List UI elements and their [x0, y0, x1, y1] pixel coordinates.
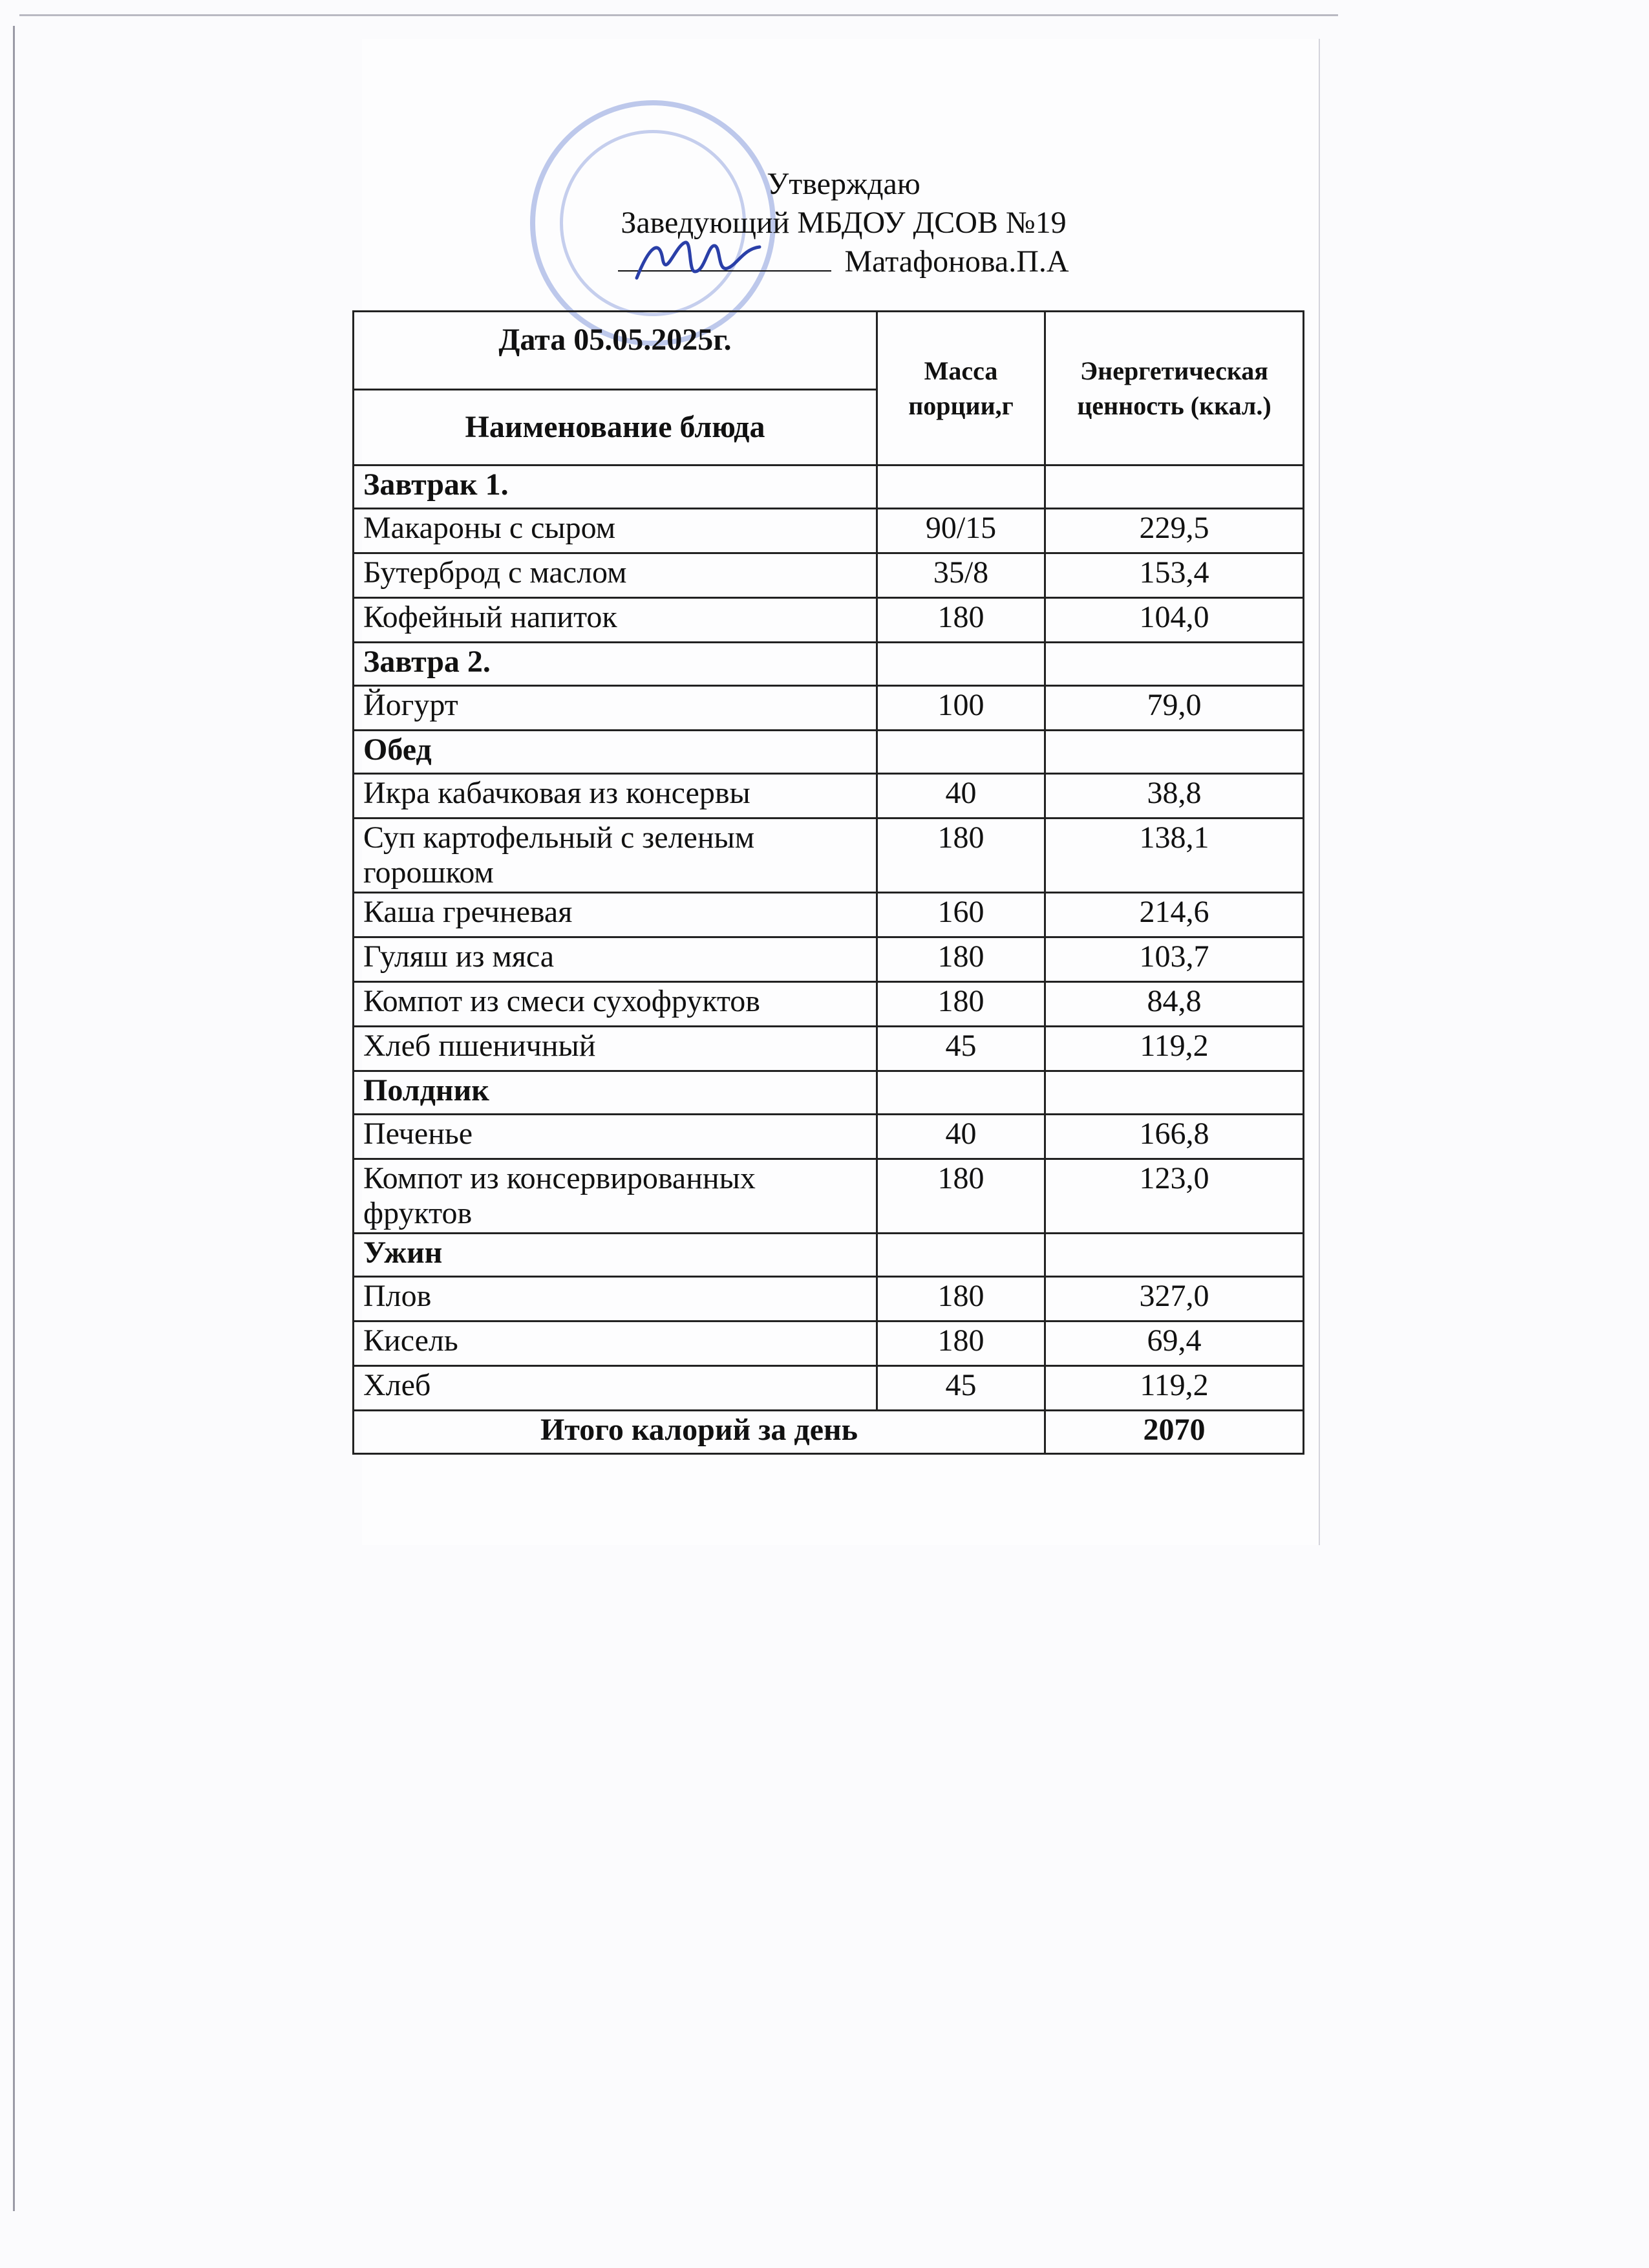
approval-position: Заведующий МБДОУ ДСОВ №19 — [621, 206, 1067, 240]
dish-mass: 180 — [877, 937, 1045, 982]
empty-cell — [1045, 643, 1304, 686]
dish-name: Икра кабачковая из консервы — [354, 774, 877, 818]
empty-cell — [877, 1234, 1045, 1277]
name-header: Наименование блюда — [354, 390, 877, 465]
dish-name: Макароны с сыром — [354, 509, 877, 553]
section-title: Полдник — [354, 1071, 877, 1115]
dish-mass: 160 — [877, 893, 1045, 937]
sheet-edge-top — [19, 14, 1338, 16]
dish-mass: 35/8 — [877, 553, 1045, 598]
dish-name: Кисель — [354, 1321, 877, 1366]
dish-mass: 40 — [877, 1115, 1045, 1159]
dish-mass: 100 — [877, 686, 1045, 731]
section-title: Обед — [354, 731, 877, 774]
dish-row — [354, 1277, 1304, 1321]
section-row — [354, 731, 1304, 774]
dish-energy: 38,8 — [1045, 774, 1304, 818]
mass-header: Масса порции,г — [877, 312, 1045, 465]
dish-name: Каша гречневая — [354, 893, 877, 937]
dish-energy: 79,0 — [1045, 686, 1304, 731]
dish-mass: 180 — [877, 598, 1045, 643]
section-row — [354, 1071, 1304, 1115]
dish-energy: 138,1 — [1045, 818, 1304, 893]
dish-energy: 84,8 — [1045, 982, 1304, 1027]
total-value: 2070 — [1045, 1411, 1304, 1454]
section-row — [354, 1234, 1304, 1277]
menu-body — [354, 465, 1304, 1411]
section-title: Ужин — [354, 1234, 877, 1277]
total-row — [354, 1411, 1304, 1454]
empty-cell — [877, 465, 1045, 509]
dish-name: Плов — [354, 1277, 877, 1321]
dish-mass: 90/15 — [877, 509, 1045, 553]
dish-energy: 214,6 — [1045, 893, 1304, 937]
dish-name: Йогурт — [354, 686, 877, 731]
dish-mass: 180 — [877, 1159, 1045, 1234]
dish-row — [354, 509, 1304, 553]
empty-cell — [1045, 731, 1304, 774]
approval-title: Утверждаю — [767, 167, 920, 201]
dish-mass: 180 — [877, 1277, 1045, 1321]
sheet-edge-left — [13, 26, 15, 2211]
dish-row — [354, 818, 1304, 893]
signature-row — [504, 242, 1183, 281]
dish-row — [354, 982, 1304, 1027]
dish-energy: 153,4 — [1045, 553, 1304, 598]
dish-row — [354, 937, 1304, 982]
dish-name: Гуляш из мяса — [354, 937, 877, 982]
dish-energy: 119,2 — [1045, 1366, 1304, 1411]
dish-name: Суп картофельный с зеленым горошком — [354, 818, 877, 893]
dish-row — [354, 1321, 1304, 1366]
dish-energy: 229,5 — [1045, 509, 1304, 553]
empty-cell — [877, 1071, 1045, 1115]
empty-cell — [1045, 1071, 1304, 1115]
dish-name: Компот из смеси сухофруктов — [354, 982, 877, 1027]
dish-name: Кофейный напиток — [354, 598, 877, 643]
dish-name: Бутерброд с маслом — [354, 553, 877, 598]
dish-name: Компот из консервированных фруктов — [354, 1159, 877, 1234]
dish-name: Хлеб — [354, 1366, 877, 1411]
signatory-name: Матафонова.П.А — [844, 244, 1069, 279]
dish-energy: 123,0 — [1045, 1159, 1304, 1234]
total-label: Итого калорий за день — [354, 1411, 1045, 1454]
dish-name: Хлеб пшеничный — [354, 1027, 877, 1071]
section-row — [354, 465, 1304, 509]
menu-table — [352, 310, 1304, 1455]
dish-mass: 45 — [877, 1366, 1045, 1411]
dish-energy: 69,4 — [1045, 1321, 1304, 1366]
section-title: Завтра 2. — [354, 643, 877, 686]
dish-row — [354, 686, 1304, 731]
dish-row — [354, 1115, 1304, 1159]
empty-cell — [877, 643, 1045, 686]
dish-mass: 180 — [877, 982, 1045, 1027]
dish-name: Печенье — [354, 1115, 877, 1159]
dish-row — [354, 598, 1304, 643]
dish-row — [354, 893, 1304, 937]
dish-energy: 103,7 — [1045, 937, 1304, 982]
energy-header: Энергетическая ценность (ккал.) — [1045, 312, 1304, 465]
dish-energy: 327,0 — [1045, 1277, 1304, 1321]
dish-row — [354, 1159, 1304, 1234]
dish-energy: 119,2 — [1045, 1027, 1304, 1071]
dish-mass: 180 — [877, 1321, 1045, 1366]
section-title: Завтрак 1. — [354, 465, 877, 509]
approval-block — [504, 165, 1183, 281]
date-header: Дата 05.05.2025г. — [354, 312, 877, 390]
dish-mass: 40 — [877, 774, 1045, 818]
dish-row — [354, 1027, 1304, 1071]
empty-cell — [1045, 465, 1304, 509]
dish-mass: 45 — [877, 1027, 1045, 1071]
empty-cell — [1045, 1234, 1304, 1277]
dish-row — [354, 553, 1304, 598]
dish-row — [354, 774, 1304, 818]
dish-mass: 180 — [877, 818, 1045, 893]
section-row — [354, 643, 1304, 686]
handwritten-signature — [630, 233, 766, 291]
empty-cell — [877, 731, 1045, 774]
dish-row — [354, 1366, 1304, 1411]
dish-energy: 166,8 — [1045, 1115, 1304, 1159]
dish-energy: 104,0 — [1045, 598, 1304, 643]
